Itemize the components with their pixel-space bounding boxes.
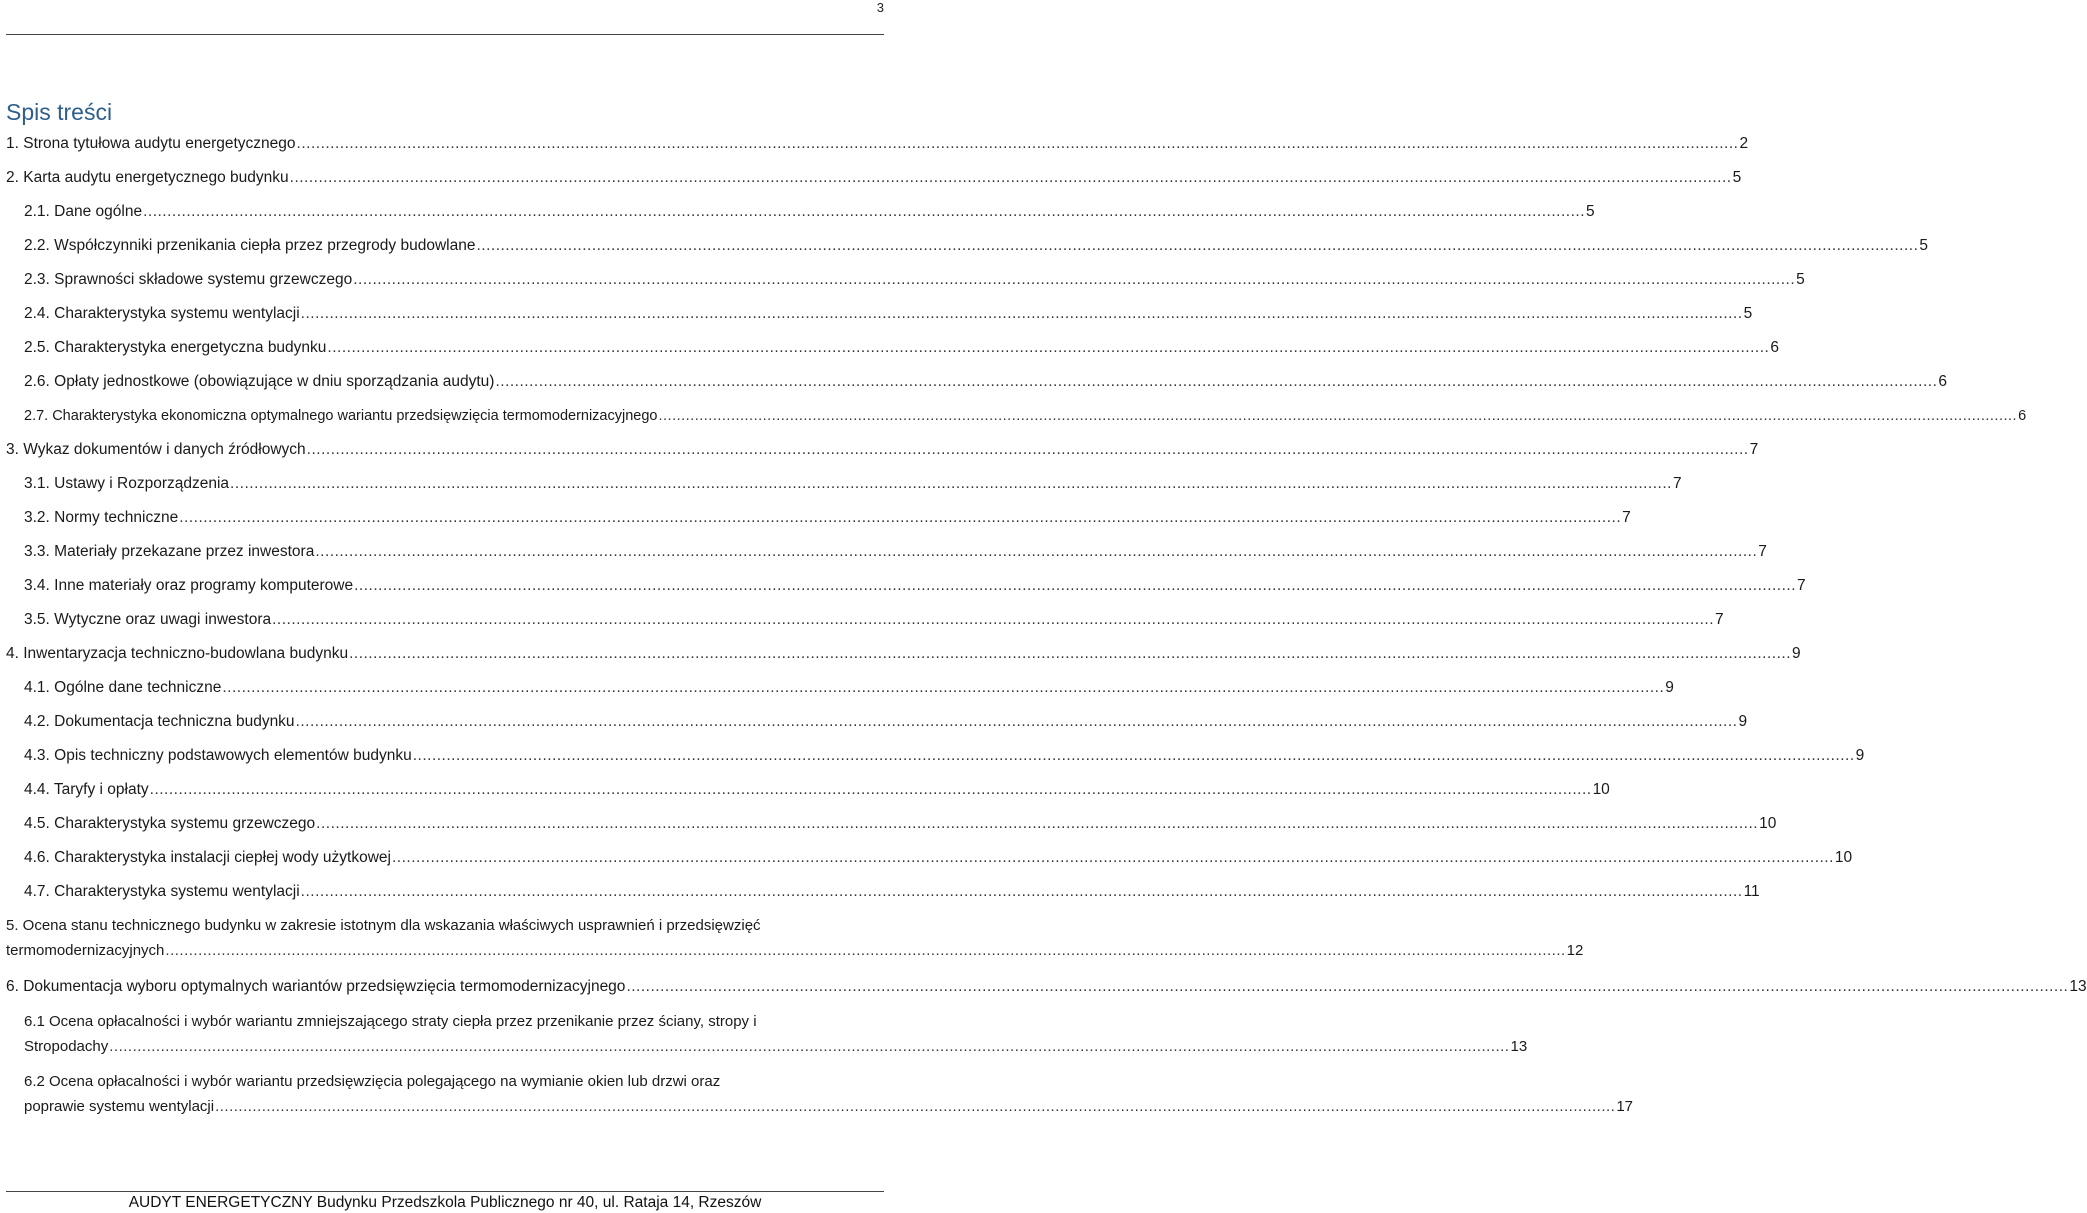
toc-entry[interactable] bbox=[24, 712, 1748, 732]
toc-entry[interactable] bbox=[24, 304, 1753, 324]
toc-entry-title: 3. Wykaz dokumentów i danych źródłowych bbox=[6, 441, 306, 458]
toc-dot-leader: ............................................................................................................................................................................................................................................................................................................ bbox=[658, 408, 2018, 424]
toc-entry-title: 3.5. Wytyczne oraz uwagi inwestora bbox=[24, 611, 272, 628]
toc-dot-leader: ............................................................................................................................................................................................................................................................................................................ bbox=[626, 978, 2069, 995]
toc-entry-title: poprawie systemu wentylacji bbox=[24, 1098, 215, 1115]
toc-dot-leader: ............................................................................................................................................................................................................................................................................................................ bbox=[354, 577, 1797, 594]
toc-dot-leader: ............................................................................................................................................................................................................................................................................................................ bbox=[289, 169, 1732, 186]
toc-entry-title: Stropodachy bbox=[24, 1038, 109, 1055]
toc-entry-title: 2.7. Charakterystyka ekonomiczna optymalnego wariantu przedsięwzięcia termomodernizacyjnego bbox=[24, 408, 658, 424]
toc-entry[interactable] bbox=[6, 916, 1584, 961]
toc-entry-page: 5 bbox=[1919, 237, 1929, 254]
toc-entry-page: 7 bbox=[1622, 509, 1631, 526]
toc-entry[interactable] bbox=[24, 882, 1760, 902]
toc-dot-leader: ............................................................................................................................................................................................................................................................................................................ bbox=[315, 543, 1758, 560]
toc-dot-leader: ............................................................................................................................................................................................................................................................................................................ bbox=[222, 679, 1665, 696]
toc-entry-page: 5 bbox=[1743, 305, 1753, 322]
toc-entry-page: 9 bbox=[1792, 645, 1801, 662]
toc-entry-title: 4.3. Opis techniczny podstawowych elementów budynku bbox=[24, 747, 412, 764]
toc-dot-leader: ............................................................................................................................................................................................................................................................................................................ bbox=[272, 611, 1715, 628]
toc-entry-title: 3.2. Normy techniczne bbox=[24, 509, 179, 526]
toc-entry-title: 4.7. Charakterystyka systemu wentylacji bbox=[24, 883, 300, 900]
toc-entry[interactable] bbox=[24, 406, 2027, 426]
toc-title: Spis treści bbox=[6, 99, 113, 125]
toc-entry[interactable] bbox=[24, 542, 1767, 562]
toc-entry-title: 2. Karta audytu energetycznego budynku bbox=[6, 169, 289, 186]
toc-entry-title: 2.1. Dane ogólne bbox=[24, 203, 143, 220]
toc-entry[interactable] bbox=[6, 134, 1749, 154]
toc-entry[interactable] bbox=[24, 270, 1805, 290]
toc-entry-title: 2.3. Sprawności składowe systemu grzewczego bbox=[24, 271, 353, 288]
toc-entry[interactable] bbox=[24, 576, 1806, 596]
toc-entry-title: 3.4. Inne materiały oraz programy komputerowe bbox=[24, 577, 354, 594]
toc-entry[interactable] bbox=[24, 780, 1610, 800]
toc-entry[interactable] bbox=[6, 977, 2087, 997]
toc-entry[interactable] bbox=[24, 814, 1777, 834]
toc-dot-leader: ............................................................................................................................................................................................................................................................................................................ bbox=[149, 781, 1592, 798]
toc-entry-title: 4.4. Taryfy i opłaty bbox=[24, 781, 149, 798]
toc-entry-page: 7 bbox=[1715, 611, 1724, 628]
toc-entry[interactable] bbox=[24, 610, 1724, 630]
toc-entry-title: 4.1. Ogólne dane techniczne bbox=[24, 679, 222, 696]
toc-entry-page: 11 bbox=[1743, 883, 1760, 900]
toc-entry-title: 2.6. Opłaty jednostkowe (obowiązujące w dniu sporządzania audytu) bbox=[24, 373, 495, 390]
toc-entry[interactable] bbox=[24, 848, 1853, 868]
toc-dot-leader: ............................................................................................................................................................................................................................................................................................................ bbox=[392, 849, 1834, 866]
toc-entry-title: termomodernizacyjnych bbox=[6, 942, 165, 959]
toc-entry-page: 7 bbox=[1758, 543, 1767, 560]
toc-dot-leader: ............................................................................................................................................................................................................................................................................................................ bbox=[412, 747, 1855, 764]
toc-entry[interactable] bbox=[24, 338, 1779, 358]
toc-entry-title: 4.2. Dokumentacja techniczna budynku bbox=[24, 713, 295, 730]
toc-dot-leader: ............................................................................................................................................................................................................................................................................................................ bbox=[143, 203, 1585, 220]
toc-entry-page: 17 bbox=[1616, 1098, 1634, 1115]
toc-entry-title: 2.4. Charakterystyka systemu wentylacji bbox=[24, 305, 300, 322]
toc-entry-page: 12 bbox=[1566, 942, 1584, 959]
toc-entry-title: 4.6. Charakterystyka instalacji ciepłej wody użytkowej bbox=[24, 849, 391, 866]
toc-entry-page: 2 bbox=[1739, 135, 1749, 152]
toc-entry[interactable] bbox=[24, 202, 1595, 222]
toc-entry-title: 1. Strona tytułowa audytu energetycznego bbox=[6, 135, 296, 152]
toc-entry-title: 2.2. Współczynniki przenikania ciepła przez przegrody budowlane bbox=[24, 237, 476, 254]
footer-rule bbox=[6, 1191, 884, 1192]
toc-entry-page: 7 bbox=[1672, 475, 1682, 492]
toc-dot-leader: ............................................................................................................................................................................................................................................................................................................ bbox=[179, 509, 1622, 526]
toc-dot-leader: ............................................................................................................................................................................................................................................................................................................ bbox=[476, 237, 1919, 254]
toc-entry-page: 10 bbox=[1592, 781, 1610, 798]
toc-entry-page: 5 bbox=[1586, 203, 1595, 220]
toc-dot-leader: ............................................................................................................................................................................................................................................................................................................ bbox=[295, 713, 1738, 730]
toc-entry[interactable] bbox=[24, 236, 1929, 256]
toc-entry-page: 7 bbox=[1797, 577, 1806, 594]
toc-entry-page: 10 bbox=[1834, 849, 1853, 866]
toc-entry-page: 6 bbox=[2018, 408, 2027, 424]
toc-entry[interactable] bbox=[24, 474, 1682, 494]
toc-entry-title-line1: 5. Ocena stanu technicznego budynku w zakresie istotnym dla wskazania właściwych usprawnień i przedsięwzięć bbox=[6, 917, 761, 934]
footer-text: AUDYT ENERGETYCZNY Budynku Przedszkola Publicznego nr 40, ul. Rataja 14, Rzeszów bbox=[128, 1194, 762, 1211]
toc-entry-page: 13 bbox=[2069, 978, 2087, 995]
toc-entry-page: 9 bbox=[1665, 679, 1674, 696]
toc-entry-page: 9 bbox=[1855, 747, 1865, 764]
toc-entry[interactable] bbox=[6, 644, 1801, 664]
toc-entry[interactable] bbox=[24, 746, 1865, 766]
toc-dot-leader: ............................................................................................................................................................................................................................................................................................................ bbox=[109, 1038, 1510, 1055]
toc-dot-leader: ............................................................................................................................................................................................................................................................................................................ bbox=[300, 883, 1743, 900]
toc-entry-title: 4. Inwentaryzacja techniczno-budowlana budynku bbox=[6, 645, 349, 662]
toc-entry-page: 13 bbox=[1510, 1038, 1528, 1055]
toc-entry[interactable] bbox=[24, 508, 1631, 528]
toc-entry[interactable] bbox=[24, 1012, 1528, 1057]
toc-entry-page: 6 bbox=[1938, 373, 1947, 390]
toc-entry-page: 7 bbox=[1749, 441, 1759, 458]
toc-entry[interactable] bbox=[24, 678, 1674, 698]
toc-entry-page: 6 bbox=[1770, 339, 1779, 356]
toc-dot-leader: ............................................................................................................................................................................................................................................................................................................ bbox=[296, 135, 1739, 152]
toc-dot-leader: ............................................................................................................................................................................................................................................................................................................ bbox=[353, 271, 1796, 288]
toc-entry[interactable] bbox=[24, 1072, 1634, 1117]
toc-entry-page: 10 bbox=[1759, 815, 1777, 832]
toc-entry-page: 9 bbox=[1738, 713, 1748, 730]
toc-entry-page: 5 bbox=[1732, 169, 1742, 186]
toc-dot-leader: ............................................................................................................................................................................................................................................................................................................ bbox=[165, 942, 1566, 959]
toc-dot-leader: ............................................................................................................................................................................................................................................................................................................ bbox=[306, 441, 1749, 458]
toc-entry[interactable] bbox=[6, 440, 1759, 460]
toc-entry[interactable] bbox=[24, 372, 1947, 392]
toc-dot-leader: ............................................................................................................................................................................................................................................................................................................ bbox=[316, 815, 1759, 832]
toc-dot-leader: ............................................................................................................................................................................................................................................................................................................ bbox=[349, 645, 1791, 662]
toc-entry-title: 3.1. Ustawy i Rozporządzenia bbox=[24, 475, 230, 492]
toc-dot-leader: ............................................................................................................................................................................................................................................................................................................ bbox=[230, 475, 1672, 492]
toc-dot-leader: ............................................................................................................................................................................................................................................................................................................ bbox=[300, 305, 1743, 322]
toc-dot-leader: ............................................................................................................................................................................................................................................................................................................ bbox=[215, 1098, 1616, 1115]
toc-dot-leader: ............................................................................................................................................................................................................................................................................................................ bbox=[495, 373, 1938, 390]
toc-entry[interactable] bbox=[6, 168, 1742, 188]
toc-entry-title: 4.5. Charakterystyka systemu grzewczego bbox=[24, 815, 316, 832]
page-number: 3 bbox=[876, 0, 884, 15]
toc-entry-title: 6. Dokumentacja wyboru optymalnych wariantów przedsięwzięcia termomodernizacyjnego bbox=[6, 978, 626, 995]
toc-dot-leader: ............................................................................................................................................................................................................................................................................................................ bbox=[327, 339, 1770, 356]
toc-entry-title: 3.3. Materiały przekazane przez inwestora bbox=[24, 543, 315, 560]
header-rule bbox=[6, 34, 884, 35]
toc-entry-title-line1: 6.2 Ocena opłacalności i wybór wariantu przedsięwzięcia polegającego na wymianie okien lub drzwi oraz bbox=[24, 1073, 721, 1090]
toc-entry-page: 5 bbox=[1796, 271, 1805, 288]
toc-entry-title-line1: 6.1 Ocena opłacalności i wybór wariantu zmniejszającego straty ciepła przez przenikanie przez ściany, stropy i bbox=[24, 1013, 757, 1030]
toc-entry-title: 2.5. Charakterystyka energetyczna budynku bbox=[24, 339, 327, 356]
